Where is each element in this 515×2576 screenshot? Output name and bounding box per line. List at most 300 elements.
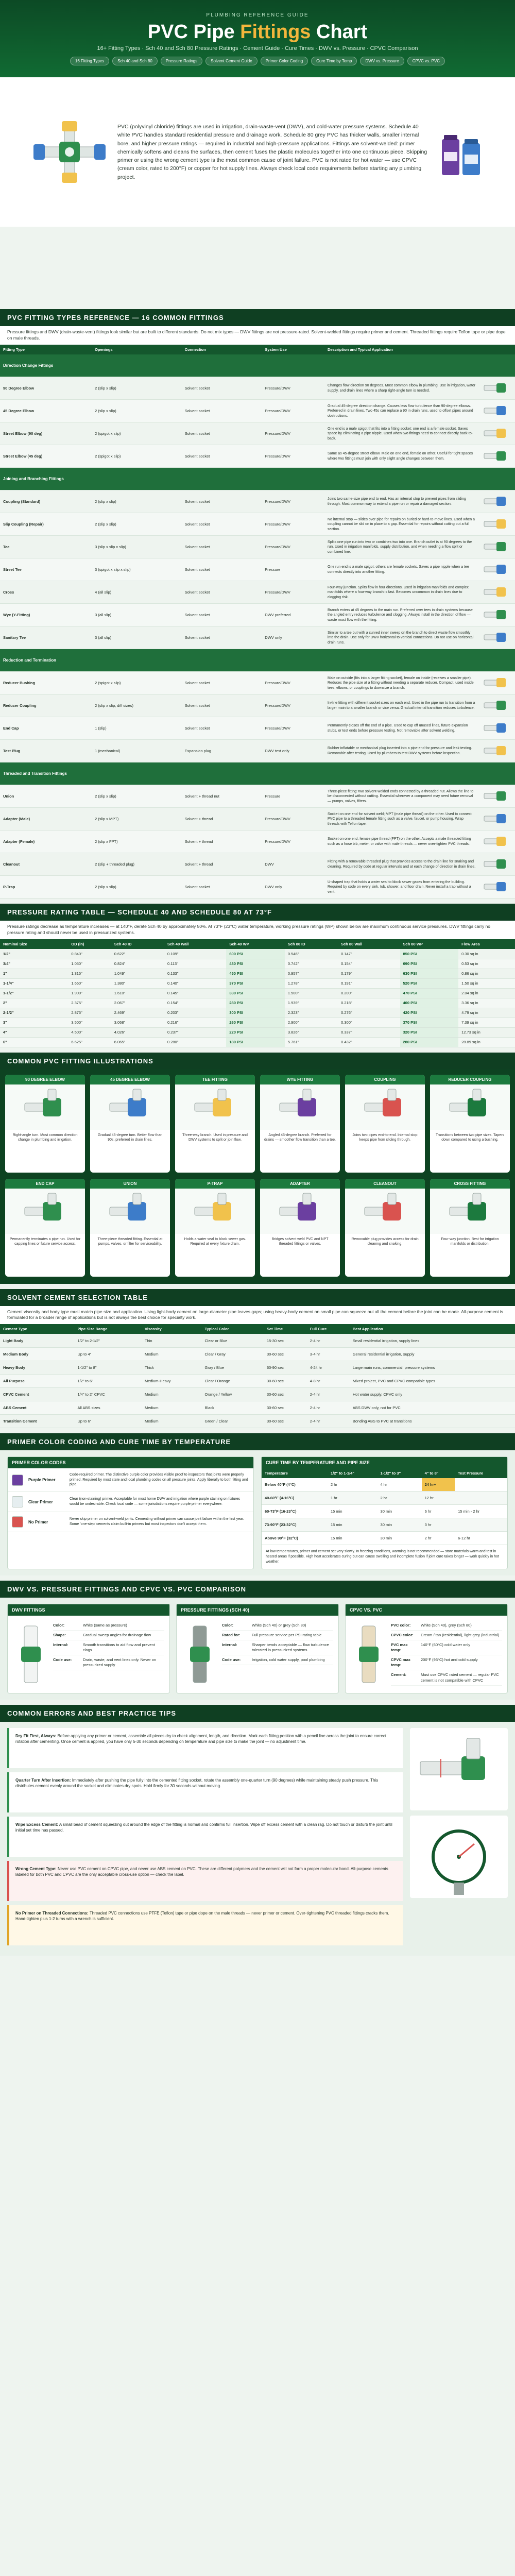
compare-item-label: CPVC max temp: bbox=[391, 1657, 410, 1668]
fitting-thumbnail bbox=[479, 536, 515, 558]
table-cell: Union bbox=[0, 785, 92, 808]
table-cell: In-line fitting with different socket sizes on each end. Used in the pipe run to transition from a larger main to a smaller branch or vice versa. Gradual internal transition reduces turbulence. bbox=[324, 694, 479, 717]
topic-chip: Sch 40 and Sch 80 bbox=[112, 57, 158, 65]
table-cell: ABS Cement bbox=[0, 1401, 75, 1414]
table-cell: 1/2" to 2-1/2" bbox=[75, 1334, 142, 1347]
table-cell: 1/2" bbox=[0, 949, 68, 959]
table-cell: One run end is a male spigot; others are female sockets. Saves a pipe nipple when a tee connects directly into another fitting. bbox=[324, 558, 479, 581]
table-cell: 180 PSI bbox=[226, 1037, 285, 1047]
fitting-illustration bbox=[345, 1084, 425, 1130]
table-cell: Pressure/DWV bbox=[262, 490, 324, 513]
fitting-card-title: 45 DEGREE ELBOW bbox=[90, 1075, 170, 1084]
table-cell: 2-4 hr bbox=[307, 1387, 350, 1401]
compare-item bbox=[391, 1670, 502, 1685]
tip-lead: Wipe Excess Cement: bbox=[15, 1822, 59, 1827]
table-cell: Cleanout bbox=[0, 853, 92, 876]
table-cell: Medium Body bbox=[0, 1347, 75, 1361]
column-header: Connection bbox=[182, 345, 262, 354]
column-header-thumb bbox=[479, 345, 515, 354]
fitting-thumbnail bbox=[479, 694, 515, 717]
topic-chip: CPVC vs. PVC bbox=[407, 57, 445, 65]
table-cell: 60-90 sec bbox=[264, 1361, 307, 1374]
table-cell: Solvent socket bbox=[182, 581, 262, 604]
compare-item-value: White (Sch 40), grey (Sch 80) bbox=[421, 1622, 472, 1628]
table-cell: 1 hr bbox=[328, 1492, 377, 1505]
table-row bbox=[0, 808, 515, 831]
table-cell: 0.840" bbox=[68, 949, 111, 959]
table-row bbox=[0, 1018, 515, 1027]
table-row bbox=[0, 1374, 515, 1387]
table-cell: Solvent socket bbox=[182, 400, 262, 422]
table-cell: 30 min bbox=[377, 1505, 422, 1518]
table-cell: End Cap bbox=[0, 717, 92, 740]
table-cell: 0.432" bbox=[338, 1037, 400, 1047]
table-cell: 2.067" bbox=[111, 998, 164, 1008]
table-cell: 2.375" bbox=[68, 998, 111, 1008]
table-cell: Pressure/DWV bbox=[262, 445, 324, 468]
table-row bbox=[0, 445, 515, 468]
table-cell: Up to 4" bbox=[75, 1347, 142, 1361]
section-title-errors: COMMON ERRORS AND BEST PRACTICE TIPS bbox=[0, 1705, 515, 1722]
compare-item-value: Must use CPVC rated cement — regular PVC cement is not compatible with CPVC bbox=[421, 1672, 499, 1683]
illustrations-section bbox=[0, 1070, 515, 1284]
table-cell: 0.237" bbox=[164, 1027, 226, 1037]
table-group-row bbox=[0, 762, 515, 785]
cure-time-table bbox=[262, 1468, 507, 1546]
table-row bbox=[0, 785, 515, 808]
table-cell: General residential irrigation, supply bbox=[350, 1347, 515, 1361]
compare-item-value: 140°F (60°C) cold water only bbox=[421, 1642, 471, 1647]
table-cell: Adapter (Male) bbox=[0, 808, 92, 831]
fitting-illustration bbox=[345, 1189, 425, 1234]
table-cell: Medium bbox=[142, 1347, 202, 1361]
table-cell: DWV test only bbox=[262, 740, 324, 762]
column-header: 1/2" to 1-1/4" bbox=[328, 1468, 377, 1478]
table-cell bbox=[455, 1518, 507, 1532]
fitting-types-table bbox=[0, 345, 515, 899]
fitting-illustration bbox=[260, 1084, 340, 1130]
compare-box-title: CPVC VS. PVC bbox=[346, 1604, 507, 1616]
table-cell: 0.147" bbox=[338, 949, 400, 959]
table-cell: 0.145" bbox=[164, 988, 226, 998]
table-cell: 0.179" bbox=[338, 969, 400, 978]
table-cell: 4 hr bbox=[377, 1478, 422, 1492]
fitting-card bbox=[260, 1075, 340, 1173]
compare-item-value: Drain, waste, and vent lines only. Never on pressurized supply bbox=[83, 1657, 157, 1668]
tip-lead: Dry Fit First, Always: bbox=[15, 1733, 57, 1738]
compare-section bbox=[0, 1598, 515, 1700]
fitting-card bbox=[430, 1179, 510, 1277]
topic-chip: Primer Color Coding bbox=[261, 57, 308, 65]
table-cell: Solvent socket bbox=[182, 626, 262, 649]
primer-item bbox=[8, 1492, 253, 1512]
table-cell: 0.140" bbox=[164, 978, 226, 988]
topic-chips bbox=[21, 57, 494, 65]
table-cell: Solvent socket bbox=[182, 672, 262, 694]
table-row bbox=[0, 1027, 515, 1037]
table-cell: 3.068" bbox=[111, 1018, 164, 1027]
primer-text: Never skip primer on solvent-weld joints. Cementing without primer can cause joint failure within the first year. Some 'one-step' cements claim built-in primers but most inspectors don't accept them. bbox=[70, 1517, 244, 1527]
fitting-card-title: CLEANOUT bbox=[345, 1179, 425, 1189]
fitting-illustration bbox=[5, 1189, 85, 1234]
table-cell: 6" bbox=[0, 1037, 68, 1047]
tip-text: Never use PVC cement on CPVC pipe, and never use ABS cement on PVC. These are different polymers and the cement will not form a proper molecular bond. All-purpose cements labeled for both PVC and CPVC are the only acceptable cross-use option — check the label. bbox=[15, 1866, 388, 1877]
table-cell: DWV only bbox=[262, 876, 324, 899]
column-header: System Use bbox=[262, 345, 324, 354]
primer-color-swatch bbox=[12, 1496, 23, 1507]
compare-item-label: Color: bbox=[53, 1622, 65, 1628]
table-cell: Light Body bbox=[0, 1334, 75, 1347]
section-title-cement: SOLVENT CEMENT SELECTION TABLE bbox=[0, 1289, 515, 1306]
table-cell: 600 PSI bbox=[226, 949, 285, 959]
table-row bbox=[0, 998, 515, 1008]
table-cell: Pressure/DWV bbox=[262, 513, 324, 536]
table-cell: 0.824" bbox=[111, 959, 164, 969]
fitting-illustration bbox=[175, 1084, 255, 1130]
table-cell: Pressure/DWV bbox=[262, 808, 324, 831]
fitting-card-desc: Permanently terminates a pipe run. Used for capping lines or future service access. bbox=[9, 1237, 81, 1246]
table-cell: Reducer Bushing bbox=[0, 672, 92, 694]
compare-item-label: PVC max temp: bbox=[391, 1642, 408, 1653]
intro-section bbox=[0, 77, 515, 227]
table-cell: 1/4" to 2" CPVC bbox=[75, 1387, 142, 1401]
table-cell: 0.276" bbox=[338, 1008, 400, 1018]
table-row bbox=[262, 1518, 507, 1532]
table-cell: 0.30 sq in bbox=[458, 949, 515, 959]
table-cell: Bonding ABS to PVC at transitions bbox=[350, 1414, 515, 1428]
table-cell: 15 min - 2 hr bbox=[455, 1505, 507, 1518]
compare-item-label: Rated for: bbox=[222, 1632, 241, 1637]
hero-header bbox=[0, 0, 515, 77]
table-cell: 1.660" bbox=[68, 978, 111, 988]
table-cell: 280 PSI bbox=[226, 998, 285, 1008]
table-row bbox=[0, 1361, 515, 1374]
column-header: Full Cure bbox=[307, 1324, 350, 1334]
fitting-card-desc: Three-piece threaded fitting. Essential at pumps, valves, or filter for serviceability. bbox=[97, 1237, 163, 1246]
table-cell: 28.89 sq in bbox=[458, 1037, 515, 1047]
section-title-primer: PRIMER COLOR CODING AND CURE TIME BY TEMPERATURE bbox=[0, 1433, 515, 1450]
table-cell: 400 PSI bbox=[400, 998, 459, 1008]
table-cell: Socket on one end, female pipe thread (FPT) on the other. Accepts a male threaded fitting such as a hose bib, meter, or valve with male threads — never over-tighten PVC threads. bbox=[324, 831, 479, 853]
table-row bbox=[0, 1347, 515, 1361]
table-cell: 45 Degree Elbow bbox=[0, 400, 92, 422]
table-cell: Three-piece fitting: two solvent-welded ends connected by a threaded nut. Allows the line to be disconnected without cutting. Essential wherever a component may need future removal — pumps, valves, filters. bbox=[324, 785, 479, 808]
compare-item bbox=[222, 1655, 333, 1665]
table-cell: Above 90°F (32°C) bbox=[262, 1532, 328, 1545]
compare-box-body bbox=[177, 1616, 338, 1693]
table-cell: 3-4 hr bbox=[307, 1347, 350, 1361]
table-cell: 320 PSI bbox=[400, 1027, 459, 1037]
pressure-note: Pressure ratings decrease as temperature increases — at 140°F, derate Sch 40 by approximately 50%. At 73°F (23°C) water temperature, working pressure ratings (WP) shown below are maximum continuous service pressures. DWV fittings carry no pressure rating and should never be used in pressurized systems. bbox=[0, 921, 515, 939]
fitting-types-note: Pressure fittings and DWV (drain-waste-vent) fittings look similar but are built to different standards. Do not mix types — DWV fittings are not pressure-rated. Solvent-welded fittings require primer and cement. Threaded fittings require Teflon tape or pipe dope on male threads. bbox=[0, 326, 515, 345]
table-row bbox=[0, 377, 515, 400]
compare-item-value: Cream / tan (residential), light grey (industrial) bbox=[421, 1632, 500, 1637]
topic-chip: 16 Fitting Types bbox=[70, 57, 109, 65]
column-header: Sch 40 WP bbox=[226, 939, 285, 949]
fitting-thumbnail bbox=[479, 785, 515, 808]
fitting-card bbox=[175, 1179, 255, 1277]
group-label: Reduction and Termination bbox=[0, 649, 515, 672]
errors-section bbox=[0, 1722, 515, 1956]
table-cell: Solvent socket bbox=[182, 876, 262, 899]
cure-note: At low temperatures, primer and cement set very slowly. In freezing conditions, warming is not recommended — store materials warm and test in heated areas if possible. High heat accelerates curing but can cause swelling and incomplete fusion if joint cure takes longer — work quickly in hot weather. bbox=[266, 1550, 499, 1564]
column-header: Nominal Size bbox=[0, 939, 68, 949]
table-cell: 2 (slip x FPT) bbox=[92, 831, 182, 853]
table-cell: Pressure/DWV bbox=[262, 717, 324, 740]
section-title-pressure: PRESSURE RATING TABLE — SCHEDULE 40 AND SCHEDULE 80 AT 73°F bbox=[0, 904, 515, 921]
table-cell: Sanitary Tee bbox=[0, 626, 92, 649]
fitting-card-title: ADAPTER bbox=[260, 1179, 340, 1189]
fitting-thumbnail bbox=[479, 422, 515, 445]
page-subtitle: 16+ Fitting Types · Sch 40 and Sch 80 Pressure Ratings · Cement Guide · Cure Times · DWV vs. Pressure · CPVC Comparison bbox=[97, 45, 418, 52]
primer-label: No Primer bbox=[28, 1519, 48, 1524]
table-cell: 30-60 sec bbox=[264, 1414, 307, 1428]
table-cell: Splits one pipe run into two or combines two into one. Branch outlet is at 90 degrees to the run. Used in irrigation manifolds, supply distribution, and when needing a flow split or combined line. bbox=[324, 536, 479, 558]
table-cell: 3 (spigot x slip x slip) bbox=[92, 558, 182, 581]
column-header: Typical Color bbox=[202, 1324, 264, 1334]
table-cell: 3 (all slip) bbox=[92, 626, 182, 649]
cure-time-box bbox=[261, 1456, 508, 1569]
table-cell: 1.050" bbox=[68, 959, 111, 969]
table-cell: Solvent + thread nut bbox=[182, 785, 262, 808]
table-cell: Solvent socket bbox=[182, 558, 262, 581]
fitting-thumbnail bbox=[479, 717, 515, 740]
fitting-illustration bbox=[430, 1084, 510, 1130]
table-cell: 1.315" bbox=[68, 969, 111, 978]
table-cell: 0.337" bbox=[338, 1027, 400, 1037]
compare-item-value: White (Sch 40) or grey (Sch 80) bbox=[252, 1622, 306, 1628]
table-cell: 2-4 hr bbox=[307, 1401, 350, 1414]
table-cell: Pressure/DWV bbox=[262, 581, 324, 604]
table-cell: 1" bbox=[0, 969, 68, 978]
table-cell: 30 min bbox=[377, 1518, 422, 1532]
table-cell: Medium-Heavy bbox=[142, 1374, 202, 1387]
table-cell: Socket on one end for solvent weld; MPT (male pipe thread) on the other. Used to connect PVC pipe to a threaded female fitting such as a valve, faucet, or pump housing. Wrap threads with Teflon tape. bbox=[324, 808, 479, 831]
table-cell: Male on outside (fits into a larger fitting socket), female on inside (receives a smaller pipe). Reduces the pipe size at a fitting without needing a separate reducer. Compact, used inside tees, elbows, or couplings to downsize a branch. bbox=[324, 672, 479, 694]
table-cell: 450 PSI bbox=[226, 969, 285, 978]
fitting-illustration bbox=[90, 1084, 170, 1130]
fitting-card-desc: Holds a water seal to block sewer gas. Required at every fixture drain. bbox=[184, 1237, 246, 1246]
table-cell: Permanently closes off the end of a pipe. Used to cap off unused lines, future expansion stubs, or test ends before pressure testing. Not removable after solvent welding. bbox=[324, 717, 479, 740]
table-row bbox=[0, 694, 515, 717]
table-cell: 30-60 sec bbox=[264, 1374, 307, 1387]
column-header: 4" to 8" bbox=[422, 1468, 455, 1478]
fitting-card-desc: Right-angle turn. Most common direction change in plumbing and irrigation. bbox=[12, 1133, 78, 1142]
fitting-thumbnail bbox=[479, 377, 515, 400]
hero-kicker: PLUMBING REFERENCE GUIDE bbox=[206, 12, 309, 18]
table-cell: Solvent + thread bbox=[182, 831, 262, 853]
table-cell: 0.113" bbox=[164, 959, 226, 969]
compare-item bbox=[222, 1631, 333, 1640]
table-cell: 470 PSI bbox=[400, 988, 459, 998]
table-cell: Orange / Yellow bbox=[202, 1387, 264, 1401]
table-cell: 690 PSI bbox=[400, 959, 459, 969]
table-cell: 2 (slip + threaded plug) bbox=[92, 853, 182, 876]
table-cell: 1-1/2" to 8" bbox=[75, 1361, 142, 1374]
fitting-illustration bbox=[5, 1084, 85, 1130]
table-cell: 60-73°F (16-23°C) bbox=[262, 1505, 328, 1518]
table-cell: 6.625" bbox=[68, 1037, 111, 1047]
table-cell: Gradual 45-degree direction change. Causes less flow turbulence than 90-degree elbows. Preferred in drain lines. Two 45s can replace a 90 in drain runs, used to offset pipes around obstructions. bbox=[324, 400, 479, 422]
compare-item bbox=[53, 1640, 164, 1655]
table-row bbox=[0, 490, 515, 513]
column-header: Viscosity bbox=[142, 1324, 202, 1334]
table-cell: 73-90°F (23-32°C) bbox=[262, 1518, 328, 1532]
column-header: Best Application bbox=[350, 1324, 515, 1334]
fitting-thumbnail bbox=[479, 808, 515, 831]
fitting-card bbox=[5, 1179, 85, 1277]
primer-box-title: PRIMER COLOR CODES bbox=[8, 1457, 253, 1468]
table-cell: 0.191" bbox=[338, 978, 400, 988]
table-cell: 1-1/2" bbox=[0, 988, 68, 998]
tip-text: Threaded PVC connections use PTFE (Teflon) tape or pipe dope on the male threads — never primer or cement. Over-tightening PVC threaded fittings cracks them. Hand-tighten plus 1-2 turns with a wrench is sufficient. bbox=[15, 1910, 389, 1922]
table-cell: Four-way junction. Splits flow in four directions. Used in irrigation manifolds and complex manifolds where a four-way branch is fast. Becomes uncommon in drain lines due to clogging risk. bbox=[324, 581, 479, 604]
table-cell: 330 PSI bbox=[226, 988, 285, 998]
fitting-card-title: WYE FITTING bbox=[260, 1075, 340, 1084]
table-cell: Pressure/DWV bbox=[262, 377, 324, 400]
table-cell: 2 (slip x slip) bbox=[92, 513, 182, 536]
fitting-card-title: 90 DEGREE ELBOW bbox=[5, 1075, 85, 1084]
table-cell: 0.546" bbox=[285, 949, 338, 959]
tip-item bbox=[7, 1772, 403, 1812]
fitting-card-title: END CAP bbox=[5, 1179, 85, 1189]
table-cell: Medium bbox=[142, 1401, 202, 1414]
table-cell: 2 (slip x slip) bbox=[92, 490, 182, 513]
table-cell: 1.610" bbox=[111, 988, 164, 998]
pipe-illustration bbox=[351, 1621, 387, 1688]
compare-item-label: Internal: bbox=[222, 1642, 237, 1647]
table-group-row bbox=[0, 354, 515, 377]
table-row bbox=[0, 400, 515, 422]
fitting-thumbnail bbox=[479, 672, 515, 694]
compare-item-value: 200°F (93°C) hot and cold supply bbox=[421, 1657, 478, 1663]
table-row bbox=[0, 978, 515, 988]
table-cell: 2.900" bbox=[285, 1018, 338, 1027]
pressure-rating-table bbox=[0, 939, 515, 1047]
table-cell: Solvent socket bbox=[182, 490, 262, 513]
fitting-card bbox=[90, 1075, 170, 1173]
table-cell: Pressure/DWV bbox=[262, 831, 324, 853]
pipe-illustration bbox=[182, 1621, 218, 1688]
table-row bbox=[0, 513, 515, 536]
table-cell: No internal stop — slides over pipe for repairs on buried or hard-to-move lines. Used when a coupling cannot be slid on in place to a gap. Essential for repairs without cutting out a full section. bbox=[324, 513, 479, 536]
section-spacer bbox=[0, 227, 515, 309]
fitting-card-desc: Transitions between two pipe sizes. Tapers down compared to using a bushing. bbox=[435, 1133, 505, 1142]
table-cell bbox=[455, 1478, 507, 1492]
group-label: Joining and Branching Fittings bbox=[0, 468, 515, 490]
table-cell: Large main runs, commercial, pressure systems bbox=[350, 1361, 515, 1374]
errors-list bbox=[7, 1728, 403, 1950]
compare-item bbox=[53, 1655, 164, 1670]
table-row bbox=[0, 831, 515, 853]
table-row bbox=[0, 988, 515, 998]
fitting-card bbox=[260, 1179, 340, 1277]
table-cell: Hot water supply, CPVC only bbox=[350, 1387, 515, 1401]
group-label: Threaded and Transition Fittings bbox=[0, 762, 515, 785]
compare-item-value: White (same as pressure) bbox=[83, 1622, 127, 1628]
table-cell: 1.500" bbox=[285, 988, 338, 998]
fitting-thumbnail bbox=[479, 445, 515, 468]
column-header: Sch 40 Wall bbox=[164, 939, 226, 949]
table-cell: 6.065" bbox=[111, 1037, 164, 1047]
table-cell: 1.939" bbox=[285, 998, 338, 1008]
table-cell: 4.026" bbox=[111, 1027, 164, 1037]
table-cell: 15 min bbox=[328, 1532, 377, 1545]
table-cell: Medium bbox=[142, 1414, 202, 1428]
table-cell: 6 hr bbox=[422, 1505, 455, 1518]
tip-item bbox=[7, 1861, 403, 1901]
table-cell: Solvent socket bbox=[182, 422, 262, 445]
table-cell: Solvent socket bbox=[182, 377, 262, 400]
table-cell: Solvent socket bbox=[182, 536, 262, 558]
compare-item-value: Full pressure service per PSI rating table bbox=[252, 1632, 322, 1637]
pipe-illustration bbox=[13, 1621, 49, 1688]
column-header: Test Pressure bbox=[455, 1468, 507, 1478]
compare-box-body bbox=[346, 1616, 507, 1693]
table-cell: Street Elbow (90 deg) bbox=[0, 422, 92, 445]
tip-text: Immediately after pushing the pipe fully into the cemented fitting socket, rotate the assembly one-quarter turn (90 degrees) while maintaining steady push pressure. This distributes cement evenly around the socket and eliminates dry spots. Hold firmly for 30 seconds without moving. bbox=[15, 1777, 379, 1789]
compare-box bbox=[345, 1604, 508, 1693]
table-cell: 3.826" bbox=[285, 1027, 338, 1037]
table-cell: Rubber inflatable or mechanical plug inserted into a pipe end for pressure and leak testing. Removable after testing. Used by plumbers to test DWV systems before inspection. bbox=[324, 740, 479, 762]
cement-note: Cement viscosity and body type must match pipe size and application. Using light-body cement on large-diameter pipe leaves gaps; using heavy-body cement on small pipe can squeeze out all the cement before the joint can be made. All-purpose cement is formulated for a broader range of applications but is not always the best choice for specialty work. bbox=[0, 1306, 515, 1325]
table-cell: Solvent socket bbox=[182, 513, 262, 536]
table-cell: Small residential irrigation, supply lines bbox=[350, 1334, 515, 1347]
table-row bbox=[0, 717, 515, 740]
table-cell: Thin bbox=[142, 1334, 202, 1347]
topic-chip: Solvent Cement Guide bbox=[205, 57, 258, 65]
fitting-thumbnail bbox=[479, 581, 515, 604]
table-cell: Solvent socket bbox=[182, 604, 262, 626]
fitting-illustration bbox=[175, 1189, 255, 1234]
table-cell: 0.622" bbox=[111, 949, 164, 959]
table-cell: 0.218" bbox=[338, 998, 400, 1008]
compare-item-label: Code use: bbox=[53, 1657, 72, 1663]
table-row bbox=[0, 1401, 515, 1414]
table-cell: 0.280" bbox=[164, 1037, 226, 1047]
table-cell: 0.957" bbox=[285, 969, 338, 978]
illustrations-row-2 bbox=[5, 1179, 510, 1277]
fitting-card-desc: Three-way branch. Used in pressure and DWV systems to split or join flow. bbox=[182, 1133, 248, 1142]
table-cell: Test Plug bbox=[0, 740, 92, 762]
table-cell: Expansion plug bbox=[182, 740, 262, 762]
table-cell: Below 40°F (4°C) bbox=[262, 1478, 328, 1492]
table-cell: 2 (slip x slip, diff sizes) bbox=[92, 694, 182, 717]
column-header: 1-1/2" to 3" bbox=[377, 1468, 422, 1478]
table-cell: 280 PSI bbox=[400, 1037, 459, 1047]
table-cell: 90 Degree Elbow bbox=[0, 377, 92, 400]
table-cell: 370 PSI bbox=[400, 1018, 459, 1027]
primer-color-box bbox=[7, 1456, 254, 1569]
table-cell: 15 min bbox=[328, 1518, 377, 1532]
table-row bbox=[0, 1037, 515, 1047]
table-cell: Pressure/DWV bbox=[262, 694, 324, 717]
fittings-cluster-illustration bbox=[31, 118, 108, 185]
table-cell: Green / Clear bbox=[202, 1414, 264, 1428]
column-header: OD (in) bbox=[68, 939, 111, 949]
table-cell: 4" bbox=[0, 1027, 68, 1037]
table-cell: Branch enters at 45 degrees to the main run. Preferred over tees in drain systems because the angled entry reduces turbulence and clogging. Always install in the direction of flow — waste must flow with the fitting. bbox=[324, 604, 479, 626]
table-cell: 24 hr+ bbox=[422, 1478, 455, 1492]
fitting-card-desc: Gradual 45-degree turn. Better flow than 90s, preferred in drain lines. bbox=[97, 1133, 163, 1142]
table-cell: 2 (slip x MPT) bbox=[92, 808, 182, 831]
table-cell: Fitting with a removable threaded plug that provides access to the drain line for snaking and cleaning. Required by code at regular intervals and at each change of direction in drain lines. bbox=[324, 853, 479, 876]
fitting-card-title: REDUCER COUPLING bbox=[430, 1075, 510, 1084]
table-cell: 0.300" bbox=[338, 1018, 400, 1027]
compare-list bbox=[391, 1621, 502, 1688]
table-cell: Solvent socket bbox=[182, 445, 262, 468]
table-cell: 4.500" bbox=[68, 1027, 111, 1037]
